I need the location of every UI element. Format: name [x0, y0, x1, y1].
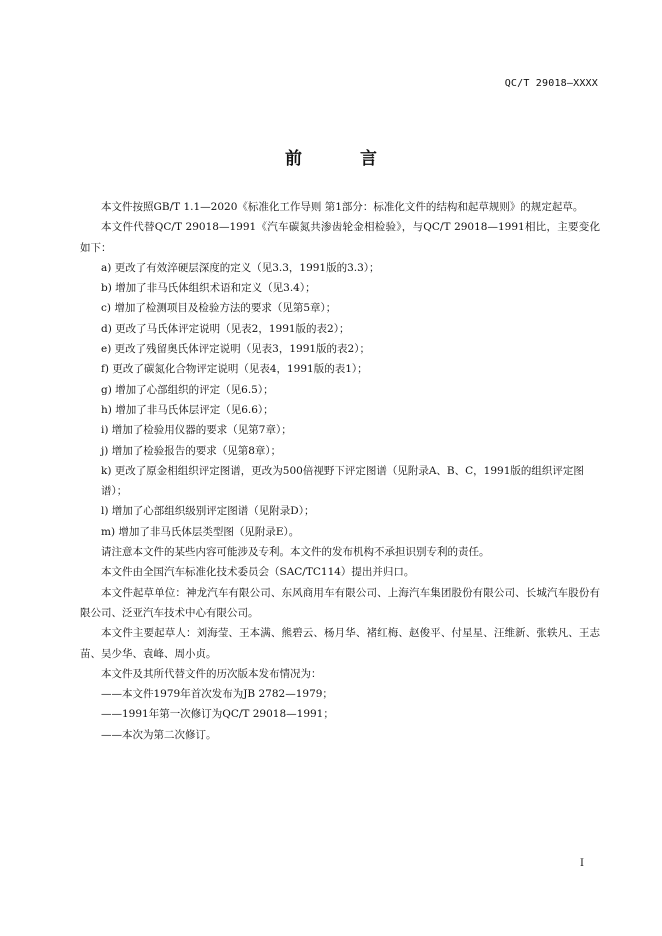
change-item: l) 增加了心部组织级别评定图谱（见附录D）；	[101, 505, 315, 518]
change-item: h) 增加了非马氏体层评定（见6.6）；	[101, 403, 274, 416]
paragraph-replacement: 本文件代替QC/T 29018—1991《汽车碳氮共渗齿轮金相检验》，与QC/T 29018—1991相比，主要变化如下：	[80, 221, 600, 254]
change-item: k) 更改了原金相组织评定图谱，更改为500倍视野下评定图谱（见附录A、B、C，1991版的组织评定图谱）；	[101, 464, 584, 498]
page-title: 前 言	[285, 149, 403, 169]
foreword-body	[80, 197, 600, 745]
document-code: QC/T 29018—XXXX	[504, 78, 598, 89]
page-number: I	[580, 858, 584, 869]
paragraph-proposed-by: 本文件由全国汽车标准化技术委员会（SAC/TC114）提出并归口。	[101, 566, 415, 579]
change-item: e) 更改了残留奥氏体评定说明（见表3，1991版的表2）；	[101, 343, 370, 356]
history-item: ——1991年第一次修订为QC/T 29018—1991；	[101, 708, 334, 721]
paragraph-patent-notice: 请注意本文件的某些内容可能涉及专利。本文件的发布机构不承担识别专利的责任。	[101, 546, 490, 559]
change-item: c) 增加了检测项目及检验方法的要求（见第5章）；	[101, 302, 337, 315]
change-item: j) 增加了检验报告的要求（见第8章）；	[101, 444, 282, 457]
change-item: m) 增加了非马氏体层类型图（见附录E）。	[101, 525, 300, 538]
change-item: g) 增加了心部组织的评定（见6.5）；	[101, 383, 274, 396]
history-item: ——本次为第二次修订。	[101, 728, 217, 741]
change-item: b) 增加了非马氏体组织术语和定义（见3.4）；	[101, 282, 316, 295]
paragraph-drafting-units: 本文件起草单位：神龙汽车有限公司、东风商用车有限公司、上海汽车集团股份有限公司、长城汽车股份有限公司、泛亚汽车技术中心有限公司。	[80, 586, 600, 619]
change-item: d) 更改了马氏体评定说明（见表2，1991版的表2）；	[101, 322, 350, 335]
history-item: ——本文件1979年首次发布为JB 2782—1979；	[101, 688, 333, 701]
change-item: a) 更改了有效淬硬层深度的定义（见3.3，1991版的3.3）；	[101, 261, 380, 274]
paragraph-drafters: 本文件主要起草人：刘海莹、王本满、熊碧云、杨月华、褚红梅、赵俊平、付星星、汪维新、张轶凡、王志苗、吴少华、袁峰、周小贞。	[80, 627, 600, 660]
paragraph-history-intro: 本文件及其所代替文件的历次版本发布情况为：	[101, 667, 322, 680]
change-item: i) 增加了检验用仪器的要求（见第7章）；	[101, 424, 292, 437]
paragraph-drafting-rules: 本文件按照GB/T 1.1—2020《标准化工作导则 第1部分：标准化文件的结构和起草规则》的规定起草。	[101, 201, 584, 213]
change-item: f) 更改了碳氮化合物评定说明（见表4，1991版的表1）；	[101, 363, 368, 376]
